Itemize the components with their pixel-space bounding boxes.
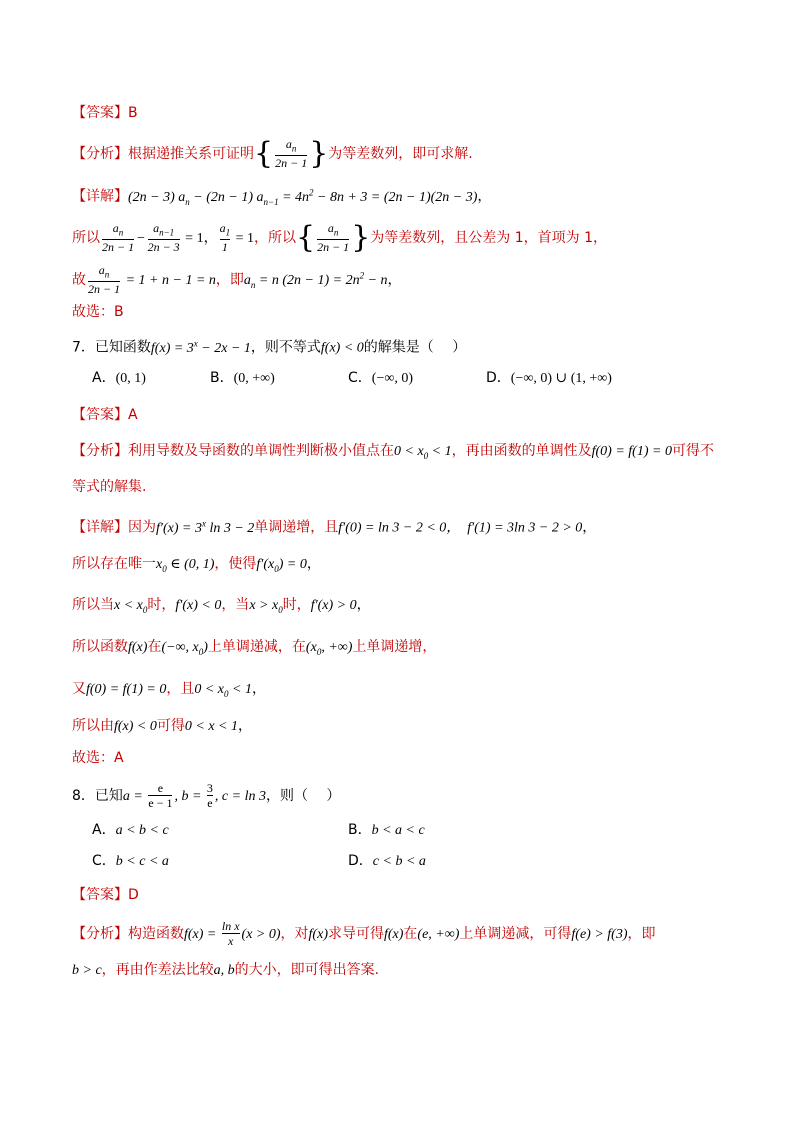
q7-option-d: D．(−∞, 0) ∪ (1, +∞) [486, 370, 612, 386]
detail-text: ，所以 [253, 230, 296, 247]
formula: $\frac{a_n}{2n - 1}$ [88, 263, 121, 297]
q8-stem: 8．已知a = $\frac{e}{e - 1}$ , b = $\frac{3}{e}$ , c = ln 3，则（ ） [72, 781, 341, 810]
q7-detail-line1: 【详解】因为$f'(x) = 3^x$ ln 3 − 2单调递增，且f′(0) = ln 3 − 2 < 0， f′(1) = 3ln 3 − 2 > 0， [72, 518, 597, 536]
formula: $f(x) = 3^x - 2x - 1$ [150, 338, 251, 356]
formula: $\frac{3}{e}$ [206, 781, 213, 810]
conclusion-text: 故选：B [72, 304, 124, 320]
detail-text: 所以函数 [72, 639, 128, 655]
question-text: ，则（ ） [265, 788, 341, 804]
analysis-text: ，即 [627, 926, 656, 942]
formula: { [254, 136, 274, 172]
detail-label: 【详解】 [72, 188, 128, 205]
question-text: 的解集是（ ） [363, 339, 467, 356]
answer-label: 【答案】 [72, 887, 128, 903]
analysis-text: 可得不 [671, 443, 714, 459]
q6-analysis-line [72, 138, 473, 170]
option-label: B． [210, 370, 234, 386]
detail-text: ，使得 [214, 556, 257, 572]
formula: $\frac{a_n}{2n - 1}$ [102, 221, 135, 255]
detail-text: ，即 [215, 272, 244, 289]
detail-text: 又 [72, 681, 86, 697]
q7-detail-line4: 所以函数f(x)在(−∞, $x_0$)上单调递减，在($x_0$, +∞)上单调递增， [72, 639, 437, 657]
analysis-text: 上单调递减，可得 [459, 926, 572, 942]
analysis-label: 【分析】 [72, 146, 128, 163]
detail-text: 在 [147, 639, 162, 655]
q6-detail-line3: 故 $\frac{a_n}{2n - 1}$ = 1 + n − 1 = n，即$a_n = n$ $(2n - 1) = 2n^2 - n$， [72, 263, 402, 297]
question-number: 7． [72, 339, 95, 356]
detail-text: 故 [72, 272, 86, 289]
q7-option-c: C．(−∞, 0) [348, 370, 413, 386]
q8-option-d: D．c < b < a [348, 853, 426, 869]
conclusion-text: 故选：A [72, 750, 124, 766]
q7-detail-line2: 所以存在唯一$x_0$ ∈ (0, 1)，使得$f'(x_0) = 0$， [72, 556, 321, 574]
answer-value: B [128, 105, 138, 121]
formula: f(x) < 0 [320, 340, 364, 356]
q6-detail-line2: 所以 $\frac{a_n}{2n - 1}$ − $\frac{a_{n-1}}{2n - 3}$ = 1， $\frac{a_1}{1}$ = 1，所以{ $\frac{a_n}{2n - 1}$ }为等差数列，且公差为 1，首项为 1， [72, 220, 607, 256]
answer-value: A [128, 407, 138, 423]
formula: $\frac{e}{e - 1}$ [148, 781, 173, 810]
option-label: C． [92, 853, 116, 869]
answer-label: 【答案】 [72, 407, 128, 423]
option-label: D． [348, 853, 373, 869]
analysis-text: 为等差数列，即可求解. [328, 146, 473, 163]
analysis-label: 【分析】 [72, 926, 128, 942]
question-text: 已知函数 [94, 339, 151, 356]
q7-detail-line6: 所以由f(x) < 0可得0 < x < 1， [72, 718, 252, 734]
analysis-text: ，再由作差法比较 [101, 962, 214, 978]
analysis-text: 根据递推关系可证明 [128, 146, 254, 163]
question-text: ，则不等式 [250, 339, 321, 356]
detail-text: 可得 [156, 718, 185, 734]
detail-text: 上单调递增， [352, 639, 437, 655]
question-number: 8． [72, 788, 95, 804]
q7-stem [72, 333, 466, 359]
detail-text: 所以由 [72, 718, 114, 734]
q6-answer-line [72, 103, 138, 123]
detail-text: ，当 [221, 597, 250, 613]
detail-text: 因为 [128, 519, 156, 536]
detail-text: 所以当 [72, 597, 114, 613]
answer-value: D [128, 887, 139, 903]
question-text: 已知 [94, 788, 123, 804]
q8-option-c: C．b < c < a [92, 853, 169, 869]
analysis-label: 【分析】 [72, 443, 128, 459]
answer-label: 【答案】 [72, 105, 128, 121]
detail-text: 单调递增，且 [254, 519, 339, 536]
formula: } [309, 136, 329, 172]
option-label: A． [92, 822, 116, 838]
q7-option-b: B．(0, +∞) [210, 370, 275, 386]
analysis-text: ，再由函数的单调性及 [451, 443, 592, 459]
q7-analysis-line2 [72, 477, 146, 497]
analysis-text: 在 [403, 926, 418, 942]
analysis-text: 利用导数及导函数的单调性判断极小值点在 [128, 443, 394, 459]
q8-option-b: B．b < a < c [348, 822, 425, 838]
analysis-text: 求导可得 [327, 926, 384, 942]
q8-analysis-line1: 【分析】构造函数f(x) = $\frac{\text{ln x}}{x}$ (x > 0)，对f(x)求导可得f(x)在(e, +∞)上单调递减，可得f(e) > f(3)，即 [72, 919, 656, 948]
detail-text: 时， [282, 597, 311, 613]
q8-analysis-line2: b > c，再由作差法比较a, b的大小，即可得出答案. [72, 962, 380, 978]
q7-option-a: A．(0, 1) [92, 370, 146, 386]
detail-text: 时， [147, 597, 176, 613]
detail-text: ，且 [166, 681, 195, 697]
analysis-text: ，对 [280, 926, 309, 942]
q7-analysis-line1: 【分析】利用导数及导函数的单调性判断极小值点在$0 < x_0 < 1$，再由函数的单调性及f(0) = f(1) = 0可得不 [72, 443, 714, 461]
q6-detail-line1: 【详解】(2n − 3) $a_n - (2n - 1) a_{n-1} = 4n^2 - 8n + 3 = (2n - 1)(2n - 3)$， [72, 187, 492, 207]
formula: $a_n = n$ $(2n - 1) = 2n^2 - n$ [243, 270, 388, 290]
analysis-text: 的大小，即可得出答案. [234, 962, 380, 978]
detail-text: 所以存在唯一 [72, 556, 156, 572]
option-label: C． [348, 370, 372, 386]
q6-conclusion [72, 302, 124, 322]
analysis-text: 等式的解集. [72, 479, 147, 495]
analysis-text: 构造函数 [128, 926, 184, 942]
q7-detail-line3: 所以当$x < x_0$时，f′(x) < 0，当$x > x_0$时，f′(x) > 0， [72, 597, 371, 615]
formula: $\frac{a_n}{2n - 1}$ [275, 137, 308, 171]
detail-text: 所以 [72, 230, 100, 247]
q7-detail-line5: 又f(0) = f(1) = 0，且$0 < x_0 < 1$， [72, 681, 266, 699]
q7-answer-line [72, 405, 138, 425]
formula: $\frac{a_1}{1}$ [219, 221, 231, 255]
formula: $\frac{a_n}{2n - 1}$ [317, 221, 350, 255]
option-label: B． [348, 822, 372, 838]
formula: (2n − 3) $a_n - (2n - 1) a_{n-1} = 4n^2 - 8n + 3 = (2n - 1)(2n - 3)$ [128, 187, 478, 207]
formula: $\frac{\text{ln x}}{x}$ [221, 919, 240, 948]
detail-label: 【详解】 [72, 519, 128, 536]
q7-conclusion [72, 748, 124, 768]
q8-option-a: A．a < b < c [92, 822, 169, 838]
detail-text: 上单调递减，在 [207, 639, 306, 655]
detail-text: 为等差数列，且公差为 1，首项为 1， [370, 230, 607, 247]
formula: $\frac{a_{n-1}}{2n - 3}$ [147, 221, 180, 255]
option-label: A． [92, 370, 116, 386]
q8-answer-line [72, 885, 139, 905]
option-label: D． [486, 370, 511, 386]
